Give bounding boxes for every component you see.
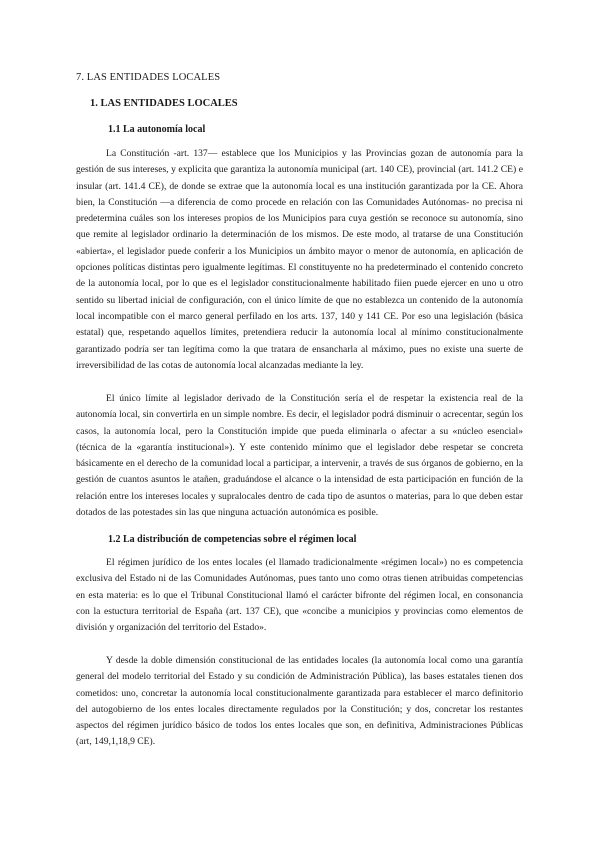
paragraph: Y desde la doble dimensión constitucional de las entidades locales (la autonomía local como una garantía general del modelo territorial del Estado y su condición de Administración Pública), las bases estatales tienen dos cometidos: uno, concretar la autonomía local constitucionalmente garantizada para establecer el marco definitorio del autogobierno de los entes locales directamente regulados por la Constitución; y dos, concretar los restantes aspectos del régimen jurídico básico de todos los entes locales que son, en definitiva, Administraciones Públicas (art, 149,1,18,9 CE). — [76, 655, 523, 748]
paragraph: La Constitución -art. 137— establece que los Municipios y las Provincias gozan de autonomía para la gestión de sus intereses, y explicita que garantiza la autonomía municipal (art. 140 CE), provincial (art. 141.2 CE) e insular (art. 141.4 CE), de donde se extrae que la autonomía local es una institución garantizada por la CE. Ahora bien, la Constitución —a diferencia de como procede en relación con las Comunidades Autónomas- no precisa ni predetermina cuáles son los intereses propios de los Municipios para cuya gestión se reconoce su autonomía, sino que remite al legislador ordinario la determinación de los mismos. De este modo, al tratarse de una Constitución «abierta», el legislador puede conferir a los Municipios un ámbito mayor o menor de autonomía, en aplicación de opciones políticas distintas pero igualmente legítimas. El constituyente no ha predeterminado el contenido concreto de la autonomía local, por lo que es el legislador constitucionalmente habilitado fiien puede ejercer en uno u otro sentido su libertad inicial de configuración, con el único límite de que no establezca un contenido de la autonomía local incompatible con el marco general perfilado en los arts. 137, 140 y 141 CE. Por eso una legislación (básica estatal) que, respetando aquellos límites, pretendiera reducir la autonomía local al mínimo constitucionalmente garantizado podría ser tan legítima como la que tratara de ensancharla al máximo, pues no existe una suerte de irreversibilidad de las cotas de autonomía local alcanzadas mediante la ley. — [76, 148, 523, 371]
subsection-title-distribucion-competencias: 1.2 La distribución de competencias sobre el régimen local — [108, 534, 357, 545]
subsection-title-autonomia-local: 1.1 La autonomía local — [108, 124, 206, 135]
paragraph: El régimen jurídico de los entes locales (el llamado tradicionalmente «régimen local») no es competencia exclusiva del Estado ni de las Comunidades Autónomas, pues tanto uno como otras tienen atribuidas competencias en esta materia: es lo que el Tribunal Constitucional llamó el carácter bifronte del régimen local, en consonancia con la estuctura territorial de España (art. 137 CE), que «concibe a municipios y provincias como elementos de división y organización del territorio del Estado». — [76, 557, 523, 634]
section-heading: 1. LAS ENTIDADES LOCALES — [90, 98, 238, 109]
paragraph: El único límite al legislador derivado de la Constitución sería el de respetar la existencia real de la autonomía local, sin convertirla en un simple nombre. Es decir, el legislador podrá disminuir o acrecentar, según los casos, la autonomía local, pero la Constitución impide que pueda eliminarla o afectar a su «núcleo esencial» (técnica de la «garantía institucional»). Y este contenido mínimo que el legislador debe respetar se concreta básicamente en el derecho de la comunidad local a participar, a intervenir, a través de sus órganos de gobierno, en la gestión de cuantos asuntos le atañen, graduándose el alcance o la intensidad de esta participación en función de la relación entre los intereses locales y supralocales dentro de cada tipo de asuntos o materias, para lo que deben estar dotados de las potestades sin las que ninguna actuación autonómica es posible. — [76, 393, 523, 519]
chapter-heading: 7. LAS ENTIDADES LOCALES — [76, 72, 221, 83]
